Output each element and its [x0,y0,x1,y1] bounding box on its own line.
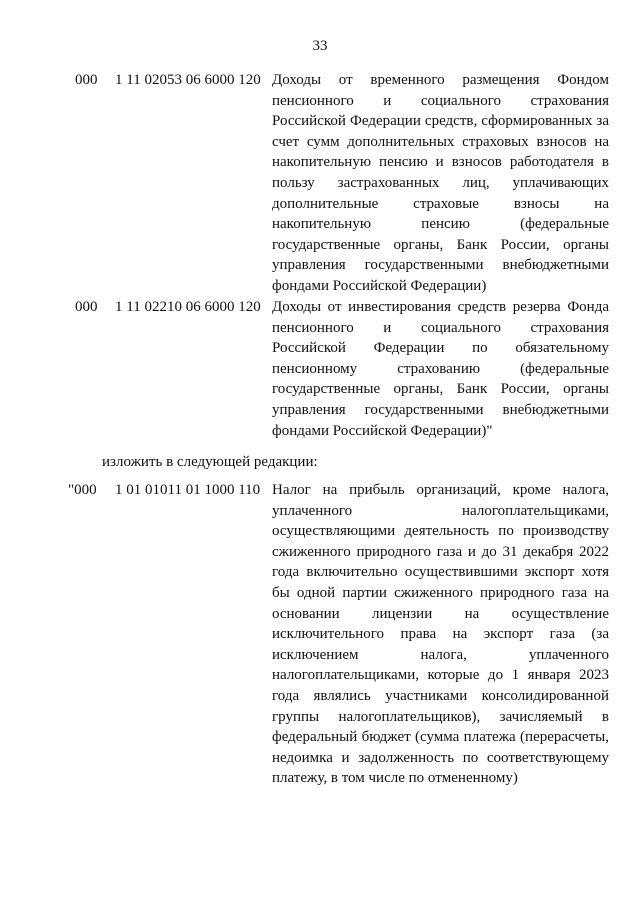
revenue-name: Доходы от инвестирования средств резерва Фонда пенсионного и социального страхования Российской Федерации по обязательному пенсионному страхованию (федеральные государственные органы, Банк России, органы управления государственными внебюджетными фондами Российской Федерации)" [272,299,609,439]
kbk-code: 1 01 01011 01 1000 110 [115,482,261,498]
kbk-code: 1 11 02053 06 6000 120 [115,72,261,88]
revenue-name: Налог на прибыль организаций, кроме налога, уплаченного налогоплательщиками, осуществляющими деятельность по производству сжиженного природного газа и до 31 декабря 2022 года включительно осуществившими экспорт хотя бы одной партии сжиженного природного газа на основании лицензии на осуществление исключительного права на экспорт газа (за исключением налога, уплаченного налогоплательщиками, которые до 1 января 2023 года являлись участниками консолидированной группы налогоплательщиков), зачисляемый в федеральный бюджет (сумма платежа (перерасчеты, недоимка и задолженность по соответствующему платежу, в том числе по отмененному) [272,482,609,787]
amendment-instruction: изложить в следующей редакции: [102,454,318,470]
page-number: 33 [312,38,328,54]
admin-code: 000 [75,72,98,88]
admin-code: "000 [68,482,97,498]
revenue-name: Доходы от временного размещения Фондом пенсионного и социального страхования Российской Федерации средств, сформированных за счет сумм дополнительных страховых взносов на накопительную пенсию и взносов работодателя в пользу застрахованных лиц, уплачивающих дополнительные страховые взносы на накопительную пенсию (федеральные государственные органы, Банк России, органы управления государственными внебюджетными фондами Российской Федерации) [272,72,609,294]
admin-code: 000 [75,299,98,315]
kbk-code: 1 11 02210 06 6000 120 [115,299,261,315]
